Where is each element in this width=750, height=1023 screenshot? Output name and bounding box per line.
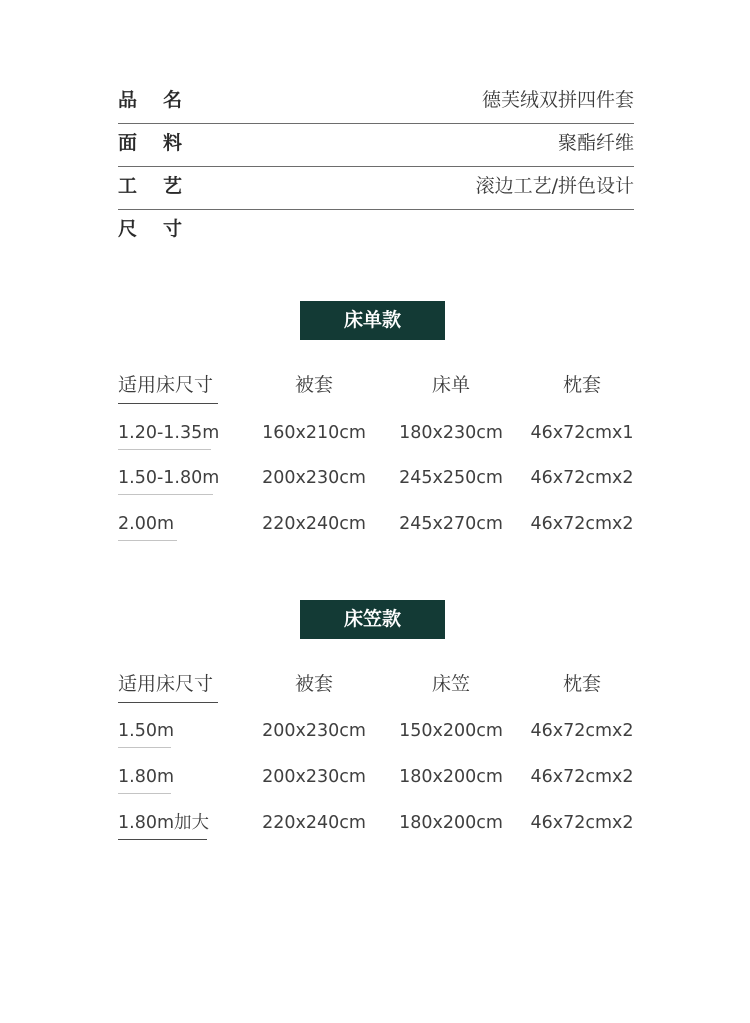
- pillowcase-size-cell: 46x72cmx2: [530, 468, 634, 488]
- bed-size-cell: 1.50m: [118, 721, 175, 741]
- pillowcase-size-cell: 46x72cmx2: [530, 514, 634, 534]
- table2-header-underline: [118, 702, 218, 703]
- duvet-size-cell: 200x230cm: [262, 767, 366, 787]
- row-underline: [118, 494, 213, 495]
- spec-value-fabric: 聚酯纤维: [557, 132, 634, 154]
- spec-label-name: 品名: [118, 89, 209, 111]
- table1-header-sheet: 床单: [431, 374, 471, 396]
- spec-row-fabric: [118, 123, 634, 167]
- bed-size-cell: 1.80m加大: [118, 813, 210, 833]
- duvet-size-cell: 220x240cm: [262, 514, 366, 534]
- row-underline: [118, 839, 207, 840]
- pillowcase-size-cell: 46x72cmx1: [530, 423, 634, 443]
- table1-header-pillowcase: 枕套: [562, 374, 602, 396]
- table1-header-bed-size: 适用床尺寸: [118, 374, 214, 396]
- table2-header-row: [0, 669, 750, 699]
- sheet-size-cell: 245x250cm: [399, 468, 503, 488]
- spec-label-craft: 工艺: [118, 175, 209, 197]
- spec-row-name: [118, 80, 634, 124]
- table2-header-pillowcase: 枕套: [562, 673, 602, 695]
- table-row: [0, 762, 750, 792]
- spec-label-fabric: 面料: [118, 132, 209, 154]
- table-row: [0, 418, 750, 448]
- sheet-size-cell: 180x230cm: [399, 423, 503, 443]
- spec-row-size: [118, 209, 634, 252]
- sheet-size-cell: 245x270cm: [399, 514, 503, 534]
- table1-header-duvet: 被套: [294, 374, 334, 396]
- table-row: [0, 463, 750, 493]
- spec-label-size: 尺寸: [118, 218, 209, 240]
- duvet-size-cell: 220x240cm: [262, 813, 366, 833]
- section-badge-fitted: 床笠款: [300, 600, 445, 639]
- fitted-sheet-size-cell: 150x200cm: [399, 721, 503, 741]
- table-row: [0, 716, 750, 746]
- bed-size-cell: 1.20-1.35m: [118, 423, 220, 443]
- section-badge-sheet: 床单款: [300, 301, 445, 340]
- row-underline: [118, 747, 171, 748]
- duvet-size-cell: 200x230cm: [262, 721, 366, 741]
- row-underline: [118, 793, 171, 794]
- duvet-size-cell: 200x230cm: [262, 468, 366, 488]
- spec-row-craft: [118, 166, 634, 210]
- duvet-size-cell: 160x210cm: [262, 423, 366, 443]
- bed-size-cell: 1.80m: [118, 767, 175, 787]
- table-row: [0, 808, 750, 838]
- bed-size-cell: 1.50-1.80m: [118, 468, 220, 488]
- table2-header-duvet: 被套: [294, 673, 334, 695]
- row-underline: [118, 449, 211, 450]
- table1-header-underline: [118, 403, 218, 404]
- table1-header-row: [0, 370, 750, 400]
- pillowcase-size-cell: 46x72cmx2: [530, 721, 634, 741]
- pillowcase-size-cell: 46x72cmx2: [530, 813, 634, 833]
- row-underline: [118, 540, 177, 541]
- table2-header-fitted-sheet: 床笠: [431, 673, 471, 695]
- pillowcase-size-cell: 46x72cmx2: [530, 767, 634, 787]
- spec-value-name: 德芙绒双拼四件套: [481, 89, 634, 111]
- spec-value-craft: 滚边工艺/拼色设计: [475, 175, 634, 197]
- fitted-sheet-size-cell: 180x200cm: [399, 813, 503, 833]
- fitted-sheet-size-cell: 180x200cm: [399, 767, 503, 787]
- table2-header-bed-size: 适用床尺寸: [118, 673, 214, 695]
- table-row: [0, 509, 750, 539]
- bed-size-cell: 2.00m: [118, 514, 175, 534]
